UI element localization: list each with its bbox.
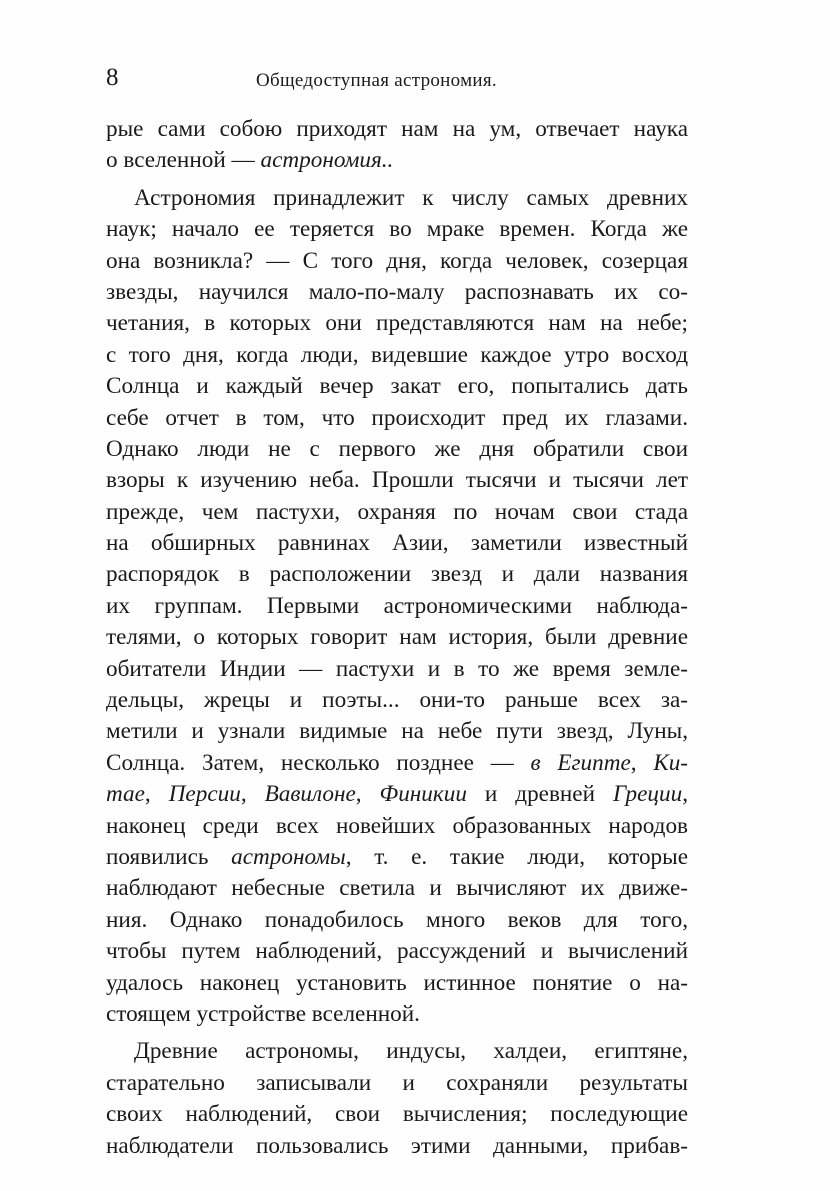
italic-text: Финикии <box>379 781 467 808</box>
text-run: о вселенной — <box>106 147 261 174</box>
text-run: Солнца. Затем, несколько позднее — <box>106 749 531 776</box>
italic-text: астрономия.. <box>260 147 394 174</box>
text-line <box>106 465 688 496</box>
text-line <box>106 1068 688 1099</box>
text-run: звезды, научился мало-по-малу распознавать их со- <box>106 278 688 305</box>
text-line <box>106 936 688 967</box>
text-line <box>106 528 688 559</box>
text-run: старательно записывали и сохраняли результаты <box>106 1069 688 1096</box>
text-line <box>106 748 688 779</box>
text-run: взоры к изучению неба. Прошли тысячи и тысячи лет <box>106 467 688 494</box>
text-line <box>106 811 688 842</box>
text-line <box>106 968 688 999</box>
text-line <box>106 434 688 465</box>
text-line <box>106 371 688 402</box>
text-run: Однако люди не с первого же дня обратили свои <box>106 435 688 462</box>
text-run: появились <box>106 843 232 870</box>
text-line <box>106 685 688 716</box>
text-line <box>106 654 688 685</box>
italic-text: Персии <box>168 781 241 808</box>
text-run: своих наблюдений, свои вычисления; последующие <box>106 1101 688 1128</box>
text-run: Древние астрономы, индусы, халдеи, египтяне, <box>134 1038 688 1065</box>
page-number: 8 <box>106 64 119 91</box>
text-run: стоящем устройстве вселенной. <box>106 1000 420 1027</box>
italic-text: в Египте <box>530 749 631 776</box>
text-run: наблюдают небесные светила и вычисляют их движе- <box>106 875 688 902</box>
text-line <box>106 114 688 145</box>
italic-text: Вавилоне <box>264 781 356 808</box>
text-run: удалось наконец установить истинное понятие о на- <box>106 969 688 996</box>
text-run: на обширных равнинах Азии, заметили известный <box>106 530 688 557</box>
text-run: наук; начало ее теряется во мраке времен. Когда же <box>106 216 688 243</box>
text-run: распорядок в расположении звезд и дали названия <box>106 561 688 588</box>
text-line <box>106 246 688 277</box>
italic-text: Греции <box>612 781 683 808</box>
text-line <box>106 308 688 339</box>
text-run: наблюдатели пользовались этими данными, прибав- <box>106 1132 688 1159</box>
text-line <box>106 873 688 904</box>
text-run: дельцы, жрецы и поэты... они-то раньше всех за- <box>106 687 688 714</box>
text-line <box>106 842 688 873</box>
text-line <box>106 183 688 214</box>
text-run: наконец среди всех новейших образованных народов <box>106 812 688 839</box>
text-run: , <box>630 749 654 776</box>
paragraph <box>106 114 688 177</box>
text-line <box>106 403 688 434</box>
text-run: , <box>144 781 169 808</box>
text-line <box>106 591 688 622</box>
text-run: метили и узнали видимые на небе пути звезд, Луны, <box>106 718 688 745</box>
text-line <box>106 999 688 1030</box>
text-run: Солнца и каждый вечер закат его, попытались дать <box>106 373 688 400</box>
text-line <box>106 214 688 245</box>
text-run: она возникла? — С того дня, когда человек, созерцая <box>106 247 688 274</box>
text-run: чтобы путем наблюдений, рассуждений и вычислений <box>106 938 688 965</box>
text-run: Астрономия принадлежит к числу самых древних <box>134 184 688 211</box>
paragraph <box>106 183 688 1031</box>
text-run: ния. Однако понадобилось много веков для того, <box>106 906 688 933</box>
text-line <box>106 559 688 590</box>
text-line <box>106 716 688 747</box>
text-run: четания, в которых они представляются нам на небе; <box>106 310 688 337</box>
text-run: себе отчет в том, что происходит пред их глазами. <box>106 404 688 431</box>
text-run: рые сами собою приходят нам на ум, отвечает наука <box>106 116 688 142</box>
text-line <box>106 622 688 653</box>
text-run: телями, о которых говорит нам история, были древние <box>106 624 688 651</box>
text-line <box>106 497 688 528</box>
text-run: , <box>240 781 265 808</box>
text-line <box>106 1131 688 1162</box>
text-run: с того дня, когда люди, видевшие каждое утро восход <box>106 341 688 368</box>
text-run: , <box>355 781 380 808</box>
text-run: и древней <box>466 781 613 808</box>
text-run: , <box>682 781 688 808</box>
text-line <box>106 1099 688 1130</box>
text-line <box>106 905 688 936</box>
text-line <box>106 145 688 176</box>
page-header <box>106 64 686 104</box>
text-line <box>106 779 688 810</box>
italic-text: астрономы <box>231 843 346 870</box>
text-line <box>106 1036 688 1067</box>
paragraph <box>106 1036 688 1162</box>
text-run: обитатели Индии — пастухи и в то же время земле- <box>106 655 688 682</box>
body-text <box>106 114 688 1162</box>
italic-text: Ки- <box>653 749 689 776</box>
text-run: прежде, чем пастухи, охраняя по ночам свои стада <box>106 498 688 525</box>
text-run: их группам. Первыми астрономическими наблюда- <box>106 592 688 619</box>
running-title: Общедоступная астрономия. <box>256 70 497 91</box>
text-run: , т. е. такие люди, которые <box>345 843 688 870</box>
text-line <box>106 277 688 308</box>
italic-text: тае <box>106 781 145 808</box>
text-line <box>106 340 688 371</box>
